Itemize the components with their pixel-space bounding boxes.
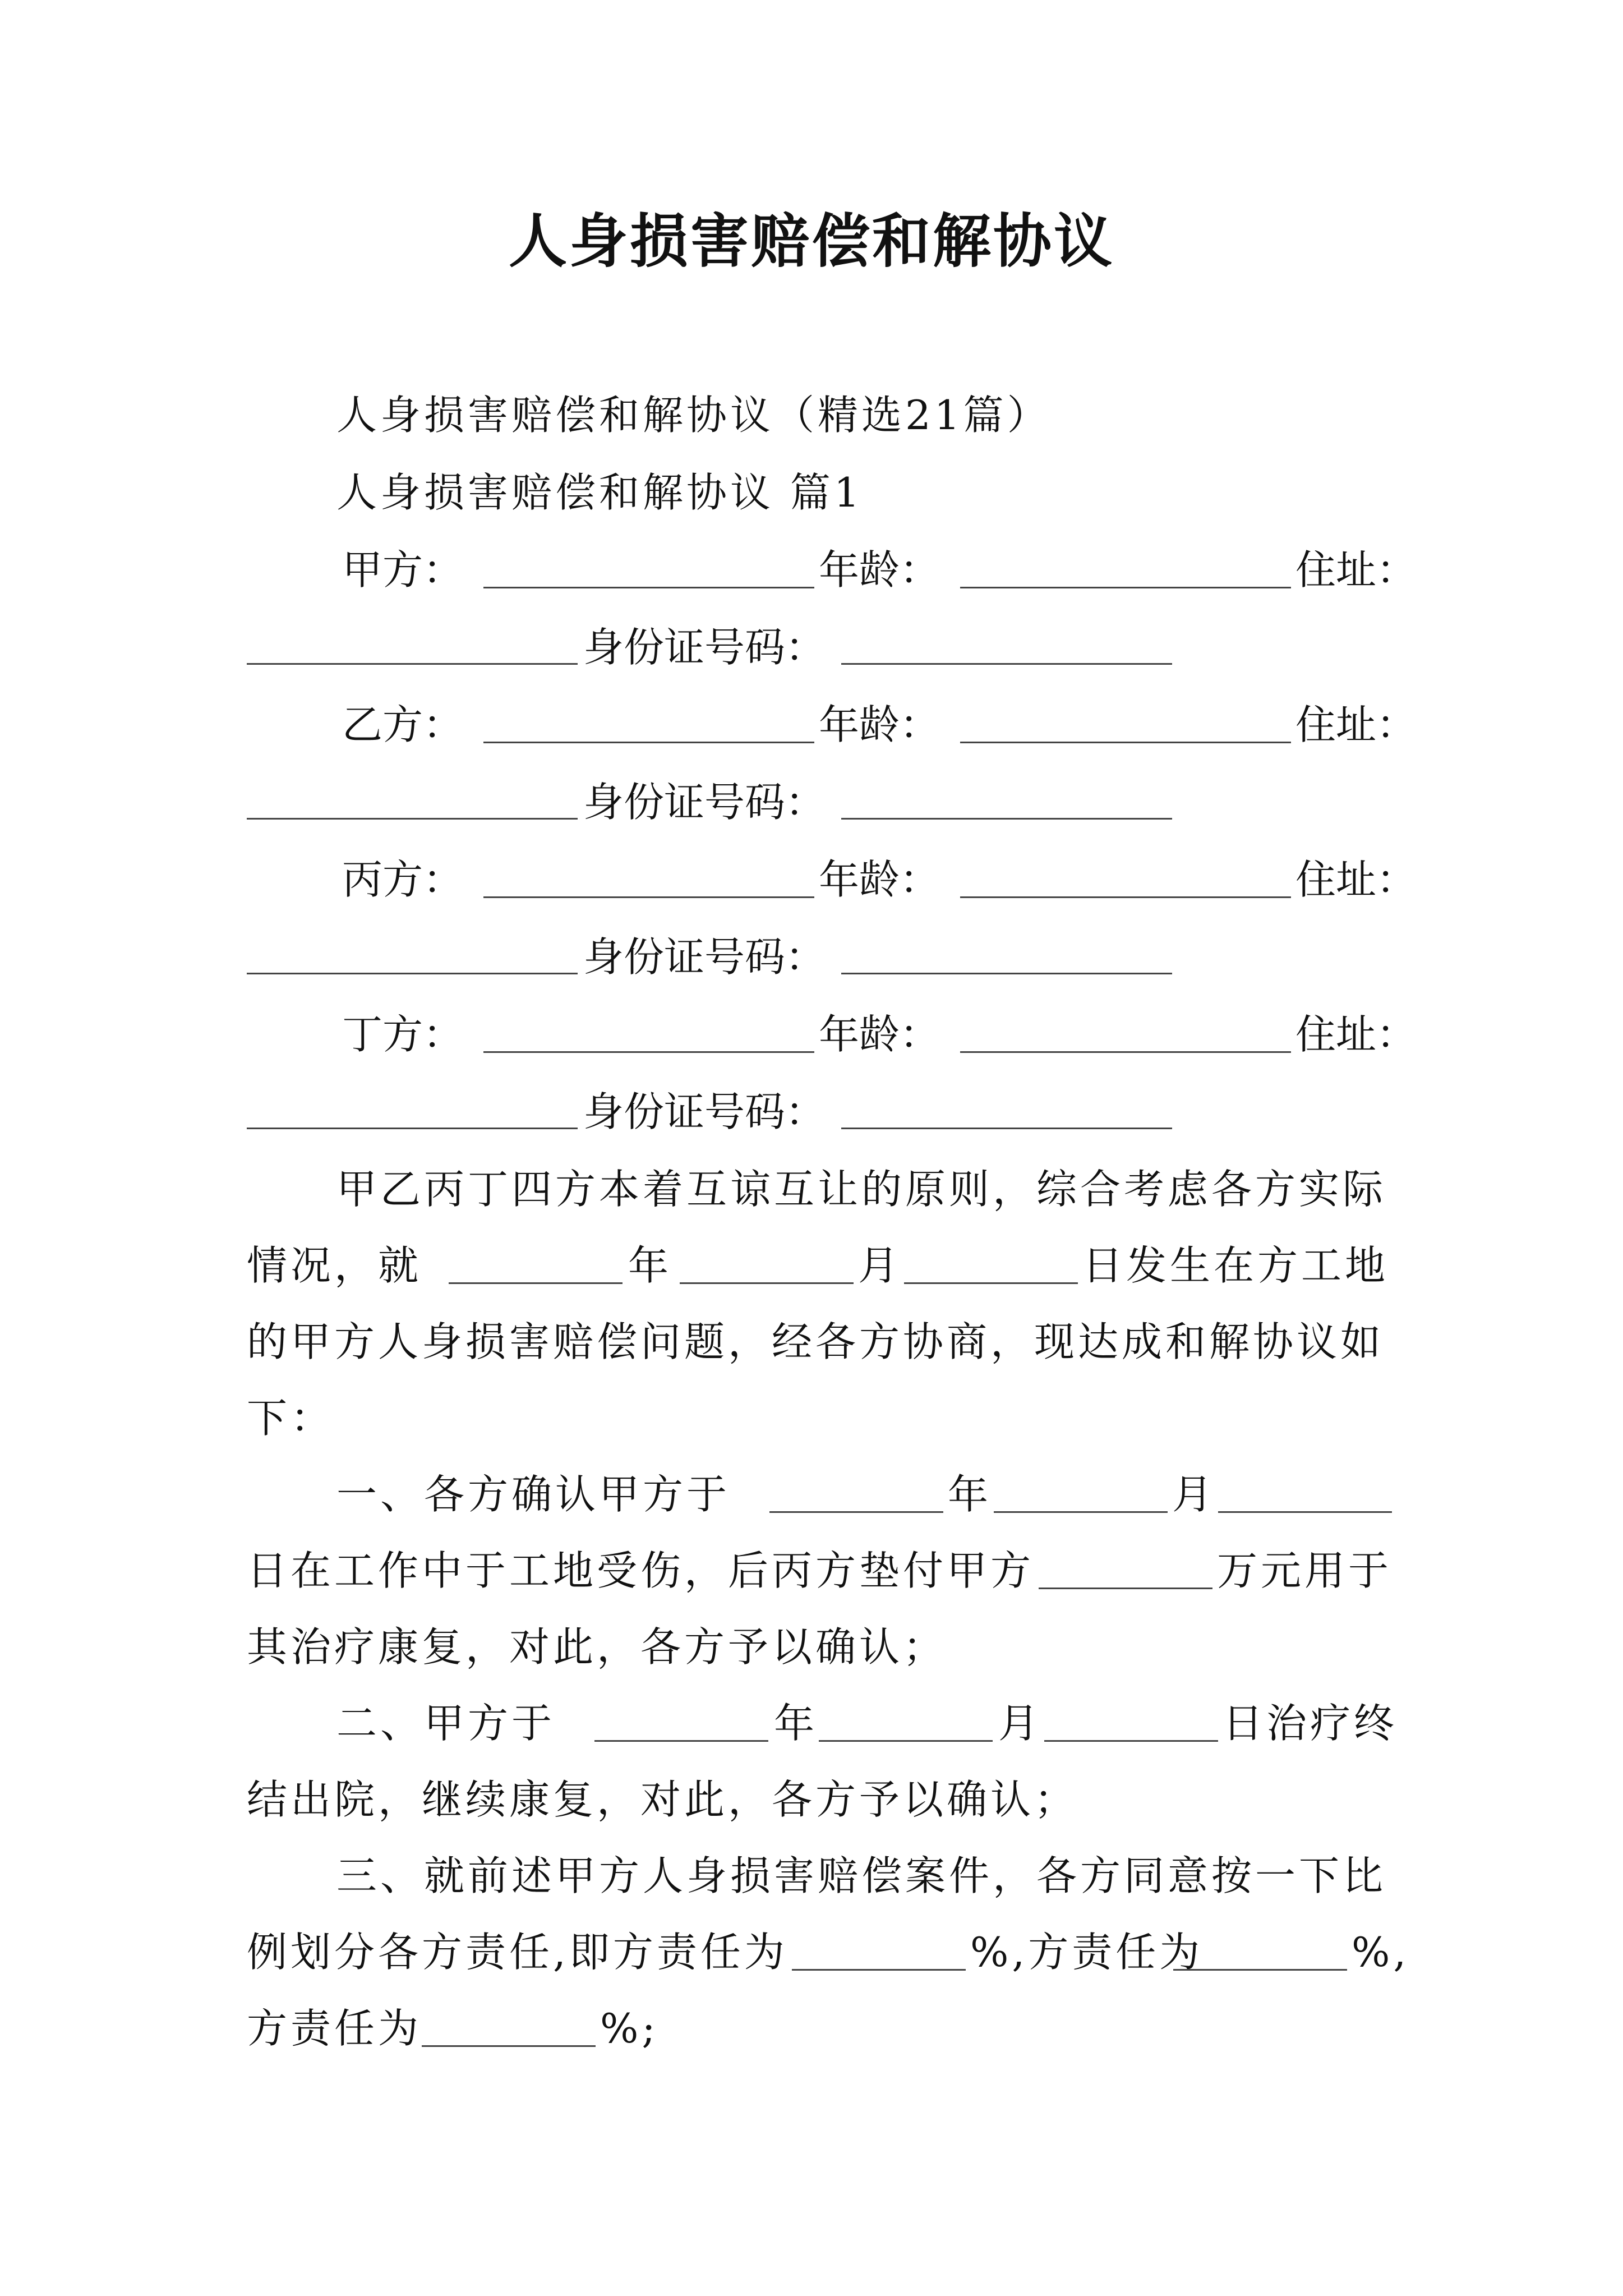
- address-label: 住址：: [1295, 546, 1417, 593]
- clause3-line-2c: %,: [1352, 1929, 1410, 1976]
- party-label: 丙方：: [342, 856, 464, 903]
- address-label: 住址：: [1295, 1011, 1417, 1058]
- id-label: 身份证号码：: [583, 1088, 826, 1135]
- percent-blank: [422, 2003, 596, 2047]
- day-blank: [904, 1240, 1078, 1284]
- month-label: 月: [1172, 1471, 1216, 1518]
- party-row-ding: [342, 1006, 463, 1062]
- percent-blank: [1173, 1926, 1347, 1971]
- party-name-blank: [483, 699, 814, 743]
- year-blank: [449, 1240, 623, 1284]
- id-label: 身份证号码：: [583, 933, 826, 981]
- party-label: 丁方：: [342, 1011, 464, 1058]
- intro-line-3: 的甲方人身损害赔偿问题，经各方协商，现达成和解协议如: [247, 1318, 1385, 1365]
- amount-blank: [1039, 1545, 1212, 1589]
- year-blank: [769, 1469, 943, 1513]
- intro-line-4: 下：: [247, 1395, 335, 1442]
- clause2-line-1d: 日治疗终: [1223, 1700, 1398, 1747]
- clause2-line-1a: 二、甲方于: [336, 1700, 556, 1747]
- party-label: 甲方：: [342, 546, 464, 593]
- age-blank: [960, 544, 1291, 588]
- clause3-line-3a: 方责任为: [247, 2005, 422, 2052]
- party-row-yi: [342, 697, 463, 753]
- month-blank: [994, 1469, 1168, 1513]
- address-blank: [247, 930, 578, 974]
- section-heading: 人身损害赔偿和解协议 篇1: [336, 469, 863, 516]
- intro-line-2a: 情况，就: [247, 1242, 422, 1289]
- age-label: 年龄：: [819, 701, 940, 748]
- year-label: 年: [628, 1242, 672, 1289]
- day-blank: [1218, 1469, 1392, 1513]
- month-blank: [680, 1240, 854, 1284]
- year-label: 年: [948, 1471, 992, 1518]
- day-blank: [1044, 1697, 1218, 1742]
- clause1-line-2a: 日在工作中于工地受伤，后丙方垫付甲方: [247, 1547, 1035, 1594]
- id-blank: [841, 775, 1172, 820]
- id-label: 身份证号码：: [583, 624, 826, 671]
- address-blank: [247, 1085, 578, 1129]
- document-subtitle: 人身损害赔偿和解协议（精选21篇）: [336, 392, 1051, 439]
- party-row-bing: [342, 852, 463, 908]
- id-label: 身份证号码：: [583, 779, 826, 826]
- age-label: 年龄：: [819, 546, 940, 593]
- month-label: 月: [858, 1242, 902, 1289]
- party-label: 乙方：: [342, 701, 464, 748]
- month-label: 月: [998, 1700, 1043, 1747]
- intro-line-1: 甲乙丙丁四方本着互谅互让的原则，综合考虑各方实际: [336, 1166, 1387, 1213]
- age-blank: [960, 854, 1291, 898]
- address-blank: [247, 775, 578, 820]
- id-blank: [841, 620, 1172, 665]
- clause3-line-1: 三、就前述甲方人身损害赔偿案件，各方同意按一下比: [336, 1852, 1387, 1899]
- age-label: 年龄：: [819, 856, 940, 903]
- party-name-blank: [483, 854, 814, 898]
- id-blank: [841, 1085, 1172, 1129]
- clause1-line-1a: 一、各方确认甲方于: [336, 1471, 731, 1518]
- document-title: 人身损害赔偿和解协议: [508, 206, 1114, 275]
- month-blank: [819, 1697, 993, 1742]
- year-blank: [594, 1697, 768, 1742]
- clause3-line-2b: %,方责任为: [970, 1929, 1204, 1976]
- year-label: 年: [774, 1700, 818, 1747]
- age-blank: [960, 699, 1291, 743]
- party-row-jia: [342, 542, 463, 598]
- address-label: 住址：: [1295, 856, 1417, 903]
- intro-line-2d: 日发生在方工地: [1082, 1242, 1389, 1289]
- clause3-line-2a: 例划分各方责任,即方责任为: [247, 1929, 788, 1976]
- party-name-blank: [483, 544, 814, 588]
- party-name-blank: [483, 1009, 814, 1053]
- address-label: 住址：: [1295, 701, 1417, 748]
- age-blank: [960, 1009, 1291, 1053]
- clause2-line-2: 结出院，继续康复，对此，各方予以确认；: [247, 1776, 1078, 1823]
- age-label: 年龄：: [819, 1011, 940, 1058]
- address-blank: [247, 620, 578, 665]
- clause3-line-3b: %;: [600, 2005, 659, 2052]
- percent-blank: [792, 1926, 966, 1971]
- clause1-line-2b: 万元用于: [1217, 1547, 1393, 1594]
- id-blank: [841, 930, 1172, 974]
- clause1-line-3: 其治疗康复，对此，各方予以确认；: [247, 1623, 947, 1671]
